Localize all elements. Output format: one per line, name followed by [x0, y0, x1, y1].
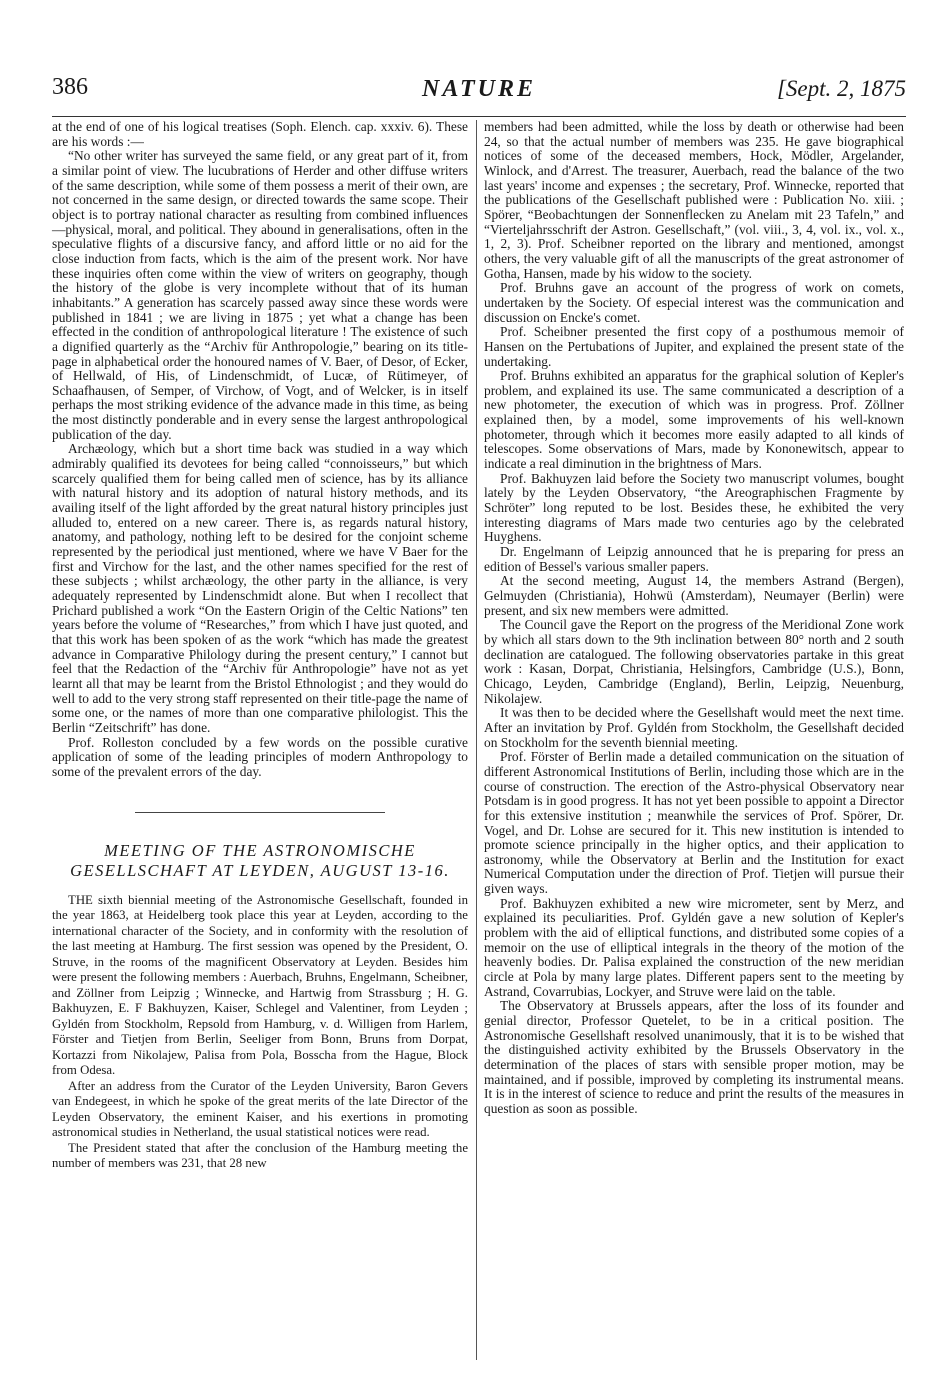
page-header: [52, 74, 906, 108]
paragraph: Prof. Bakhuyzen laid before the Society two manuscript volumes, bought lately by the Leyden Observatory, “the Areographischen Fragmente by Schröter” long reputed to be lost. Besides these, he exhibited the very interesting diagrams of Mars made two centuries ago by the celebrated Huyghens.: [484, 470, 904, 545]
journal-title: NATURE: [421, 76, 537, 102]
section-separator: [135, 812, 385, 813]
right-column: [484, 120, 904, 1117]
issue-date: [Sept. 2, 1875: [776, 76, 906, 101]
paragraph: Prof. Förster of Berlin made a detailed communication on the situation of different Astronomical Institutions of Berlin, including those which are in the course of construction. The erection of the Astro-physical Observatory near Potsdam is in good progress. It has not yet been possible to appoint a Director for this extensive institution ; meanwhile the services of Prof. Spörer, Dr. Vogel, and Dr. Lohse are secured for it. This new institution is intended to promote science principally in the higher optics, and their application to astronomy, while the Observatory at Berlin and the Institution for exact Numerical Computation under the direction of Prof. Tietjen will pursue their given ways.: [484, 749, 904, 897]
article-body: [52, 893, 468, 1172]
paragraph: Prof. Bakhuyzen exhibited a new wire micrometer, sent by Merz, and explained its peculiarities. Prof. Gyldén gave a new solution of Kepler's problem with the aid of elliptical functions, and distributed some copies of a memoir on the use of elliptical integrals in the theory of the motion of the heavenly bodies. Dr. Palisa explained the construction of the new meridian circle at Pola by many large plates. Different papers sent to the meeting by Astrand, Covarrubias, Lockyer, and Struve were laid on the table.: [484, 895, 904, 999]
paragraph: It was then to be decided where the Gesellshaft would meet the next time. After an invitation by Prof. Gyldén from Stockholm, the Gesellshaft decided on Stockholm for the seventh biennial meeting.: [484, 705, 904, 750]
paragraph: members had been admitted, while the loss by death or otherwise had been 24, so that the actual number of members was 235. He gave biographical notices of some of the deceased members, Hock, Mödler, Argelander, Winlock, and d'Arrest. The treasurer, Auerbach, read the balance of the two last years' income and expenses ; the secretary, Prof. Winnecke, reported that the publications of the Gesellschaft published were : Publication No. xiii. ; Spörer, “Beobachtungen der Sonnenflecken zu Anelam mit 23 Tafeln,” and “Vierteljahrsschrift der Astron. Gesellschaft,” (vol. viii., 3, 4, vol. ix., vol. x., 1, 2, 3). Prof. Scheibner reported on the library and mentioned, amongst others, the very valuable gift of all the manuscripts of the great astronomer of Gotha, Hansen, made by his widow to the society.: [484, 119, 904, 281]
paragraph: Dr. Engelmann of Leipzig announced that he is preparing for press an edition of Bessel's various smaller papers.: [484, 544, 904, 574]
header-rule: [52, 116, 906, 117]
paragraph: Archæology, which but a short time back was studied in a way which admirably qualified its devotees for being called “connoisseurs,” but which scarcely qualified them for being called men of science, has by its alliance with natural history and its adoption of natural history methods, and its availing itself of the light afforded by the great natural history principles just alluded to, entered on a new career. There is, as regards natural history, anatomy, and pathology, nothing left to be desired for the conjoint scheme represented by the periodical just mentioned, where we have V Baer for the first and Virchow for the last, and the other names specified for the rest of these subjects ; whilst archæology, the other party in the alliance, is very adequately represented by Lindenschmidt alone. But when I recollect that Prichard published a work “On the Eastern Origin of the Celtic Nations” ten years before the volume of “Researches,” from which I have just quoted, and that this work has been spoken of as the work “which has made the greatest advance in Comparative Philology during the present century,” I cannot but feel that the Redaction of the “Archiv für Anthropologie” have not as yet learnt all that may be learnt from the Bristol Ethnologist ; and they would do well to add to the very strong staff represented on their title-page the name of some one, or the names of more than one comparative philologist. This the Berlin “Zeitschrift” has done.: [52, 441, 468, 735]
paragraph: at the end of one of his logical treatises (Soph. Elench. cap. xxxiv. 6). These are his words :—: [52, 119, 468, 149]
paragraph: At the second meeting, August 14, the members Astrand (Bergen), Gelmuyden (Christiania), Hohwü (Amsterdam), Neumayer (Berlin) were present, and six new members were admitted.: [484, 573, 904, 618]
paragraph: The Observatory at Brussels appears, after the loss of its founder and genial director, Professor Quetelet, to be in a critical position. The Astronomische Gesellshaft resolved unanimously, that it is to be wished that the distinguished activity exhibited by the Brussels Observatory in the determination of the places of stars with sensible proper motion, may be maintained, and if possible, improved by completing its instrumental means. It is in the interest of science to reduce and print the results of the measures in question as soon as possible.: [484, 998, 904, 1116]
column-divider: [476, 120, 477, 1360]
page-number: 386: [52, 74, 88, 100]
paragraph: The Council gave the Report on the progress of the Meridional Zone work by which all stars down to the 9th inclination between 80° north and 2 south declination are catalogued. The following observatories partake in this great work : Kasan, Dorpat, Christiania, Helsingfors, Cambridge (U.S.), Bonn, Chicago, Leyden, Cambridge (England), Berlin, Leipzig, Neuenburg, Nikolajew.: [484, 617, 904, 706]
paragraph: Prof. Rolleston concluded by a few words on the possible curative application of some of the leading principles of modern Anthropology to some of the prevalent errors of the day.: [52, 734, 468, 779]
paragraph: After an address from the Curator of the Leyden University, Baron Gevers van Endegeest, in which he spoke of the great merits of the late Director of the Leyden Observatory, the eminent Kaiser, and his exertions in promoting astronomical studies in Netherland, the usual statistical notices were read.: [52, 1078, 468, 1140]
article-title: MEETING OF THE ASTRONOMISCHE GESELLSCHAFT AT LEYDEN, AUGUST 13-16.: [70, 840, 450, 880]
paragraph: Prof. Bruhns exhibited an apparatus for the graphical solution of Kepler's problem, and explained its use. The same communicated a description of a new photometer, the execution of which was in progress. Prof. Zöllner explained then, by a model, some improvements of his well-known photometer, through which it becomes more easily adapted to all kinds of telescopes. Some observations of Mars, made by Kononewitsch, appear to indicate a real diminution in the brightness of Mars.: [484, 368, 904, 472]
left-column: [52, 120, 468, 1172]
paragraph: Prof. Bruhns gave an account of the progress of work on comets, undertaken by the Society. Of especial interest was the communication and discussion on Encke's comet.: [484, 280, 904, 325]
paragraph: The President stated that after the conclusion of the Hamburg meeting the number of members was 231, that 28 new: [52, 1140, 468, 1171]
paragraph: Prof. Scheibner presented the first copy of a posthumous memoir of Hansen on the Pertubations of Jupiter, and explained the present state of the undertaking.: [484, 324, 904, 369]
paragraph: THE sixth biennial meeting of the Astronomische Gesellschaft, founded in the year 1863, at Heidelberg took place this year at Leyden, according to the international character of the Society, and in conformity with the resolution of the last meeting at Hamburg. The first session was opened by the President, O. Struve, in the rooms of the magnificent Observatory at Leyden. Besides him were present the following members : Auerbach, Bruhns, Engelmann, Scheibner, and Zöllner from Leipzig ; Winnecke, and Hartwig from Strassburg ; H. G. Bakhuyzen, E. F Bakhuyzen, Kaiser, Schlegel and Valentiner, from Leyden ; Gyldén from Stockholm, Repsold from Hamburg, v. d. Willigen from Harlem, Förster and Tietjen from Berlin, Seeliger from Bonn, Bruns from Dorpat, Kortazzi from Nikolajew, Palisa from Pola, Bosscha from the Hague, Block from Odesa.: [52, 892, 468, 1078]
paragraph: “No other writer has surveyed the same field, or any great part of it, from a similar point of view. The lucubrations of Herder and other diffuse writers of the same description, while some of them possess a merit of their own, are not concerned in the same design, or directed towards the same scope. Their object is to portray national character as resulting from combined influences—physical, moral, and political. They abound in generalisations, often in the speculative flights of a discursive fancy, and afford little or no aid for the close induction from facts, which is the aim of the present work. Nor have these inquiries often come within the view of writers on geography, though the history of the globe is very incomplete without that of its human inhabitants.” A generation has scarcely passed away since these words were published in 1841 ; we are living in 1875 ; yet what a change has been effected in the condition of anthropological literature ! The existence of such a dignified quarterly as the “Archiv für Anthropologie,” bearing on its title-page in alphabetical order the honoured names of V. Baer, of Desor, of Ecker, of Hellwald, of His, of Lindenschmidt, of Lucæ, of Rütimeyer, of Schaafhausen, of Semper, of Virchow, of Vogt, and of Welcker, is in itself perhaps the most striking evidence of the advance made in this time, as being the most distinctly ponderable and in every sense the largest anthropological publication of the day.: [52, 148, 468, 442]
